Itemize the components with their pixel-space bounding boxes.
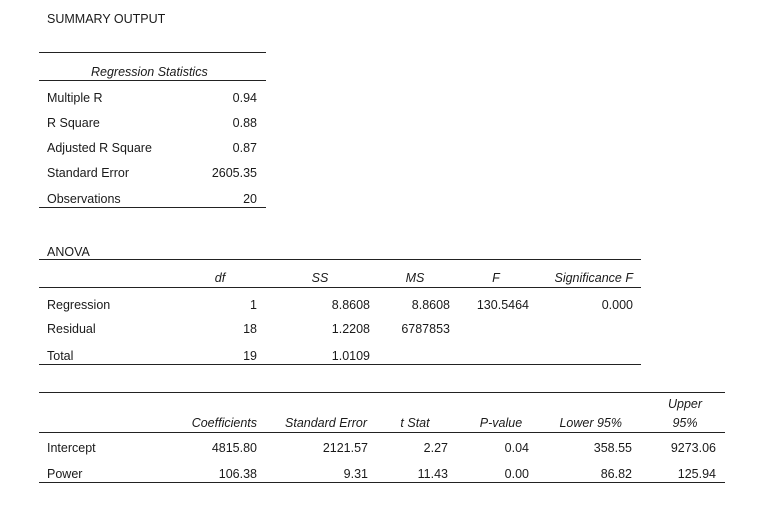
anova-cell-ms: 8.8608	[411, 298, 450, 312]
coef-cell-t-stat: 2.27	[423, 441, 448, 455]
coef-cell-standard-error: 2121.57	[322, 441, 368, 455]
coef-header-upper-95-line2: 95%	[672, 416, 698, 430]
divider	[39, 432, 725, 433]
anova-label: ANOVA	[47, 245, 90, 259]
stat-label-multiple-r: Multiple R	[47, 91, 103, 105]
summary-title: SUMMARY OUTPUT	[47, 12, 166, 26]
anova-cell-significance-f: 0.000	[601, 298, 633, 312]
stat-label-adjusted-r-square: Adjusted R Square	[47, 141, 152, 155]
anova-header-ss: SS	[311, 271, 329, 285]
coef-cell-p-value: 0.04	[504, 441, 529, 455]
anova-cell-df: 1	[250, 298, 257, 312]
regression-statistics-header: Regression Statistics	[91, 65, 208, 79]
coef-cell-upper-95: 9273.06	[670, 441, 716, 455]
divider	[39, 52, 266, 53]
anova-cell-f: 130.5464	[476, 298, 529, 312]
divider	[39, 364, 641, 365]
coef-cell-coefficient: 106.38	[218, 467, 257, 481]
coef-header-p-value: P-value	[479, 416, 523, 430]
coef-row-label-intercept: Intercept	[47, 441, 96, 455]
anova-cell-ms: 6787853	[401, 322, 450, 336]
anova-cell-df: 19	[243, 349, 257, 363]
stat-value-adjusted-r-square: 0.87	[232, 141, 257, 155]
anova-row-label-total: Total	[47, 349, 74, 363]
divider	[39, 207, 266, 208]
coef-header-coefficients: Coefficients	[191, 416, 257, 430]
coef-cell-p-value: 0.00	[504, 467, 529, 481]
anova-row-label-residual: Residual	[47, 322, 96, 336]
anova-cell-ss: 1.0109	[331, 349, 370, 363]
coef-cell-lower-95: 86.82	[600, 467, 632, 481]
anova-cell-df: 18	[243, 322, 257, 336]
stat-value-r-square: 0.88	[232, 116, 257, 130]
divider	[39, 80, 266, 81]
anova-cell-ss: 8.8608	[331, 298, 370, 312]
coef-header-upper-95-line1: Upper	[667, 397, 703, 411]
coef-header-lower-95: Lower 95%	[559, 416, 622, 430]
divider	[39, 482, 725, 483]
anova-header-significance-f: Significance F	[554, 271, 633, 285]
coef-header-standard-error: Standard Error	[285, 416, 367, 430]
anova-cell-ss: 1.2208	[331, 322, 370, 336]
coef-cell-upper-95: 125.94	[677, 467, 716, 481]
coef-cell-standard-error: 9.31	[343, 467, 368, 481]
divider	[39, 259, 641, 260]
stat-label-r-square: R Square	[47, 116, 100, 130]
coef-cell-coefficient: 4815.80	[211, 441, 257, 455]
stat-label-observations: Observations	[47, 192, 121, 206]
stat-value-observations: 20	[243, 192, 257, 206]
anova-header-ms: MS	[405, 271, 425, 285]
divider	[39, 287, 641, 288]
stat-value-standard-error: 2605.35	[211, 166, 257, 180]
coef-header-t-stat: t Stat	[400, 416, 430, 430]
coef-cell-t-stat: 11.43	[417, 467, 448, 481]
anova-header-df: df	[214, 271, 226, 285]
stat-value-multiple-r: 0.94	[232, 91, 257, 105]
coef-cell-lower-95: 358.55	[593, 441, 632, 455]
anova-row-label-regression: Regression	[47, 298, 111, 312]
stat-label-standard-error: Standard Error	[47, 166, 129, 180]
divider	[39, 392, 725, 393]
anova-header-f: F	[492, 271, 500, 285]
coef-row-label-power: Power	[47, 467, 83, 481]
